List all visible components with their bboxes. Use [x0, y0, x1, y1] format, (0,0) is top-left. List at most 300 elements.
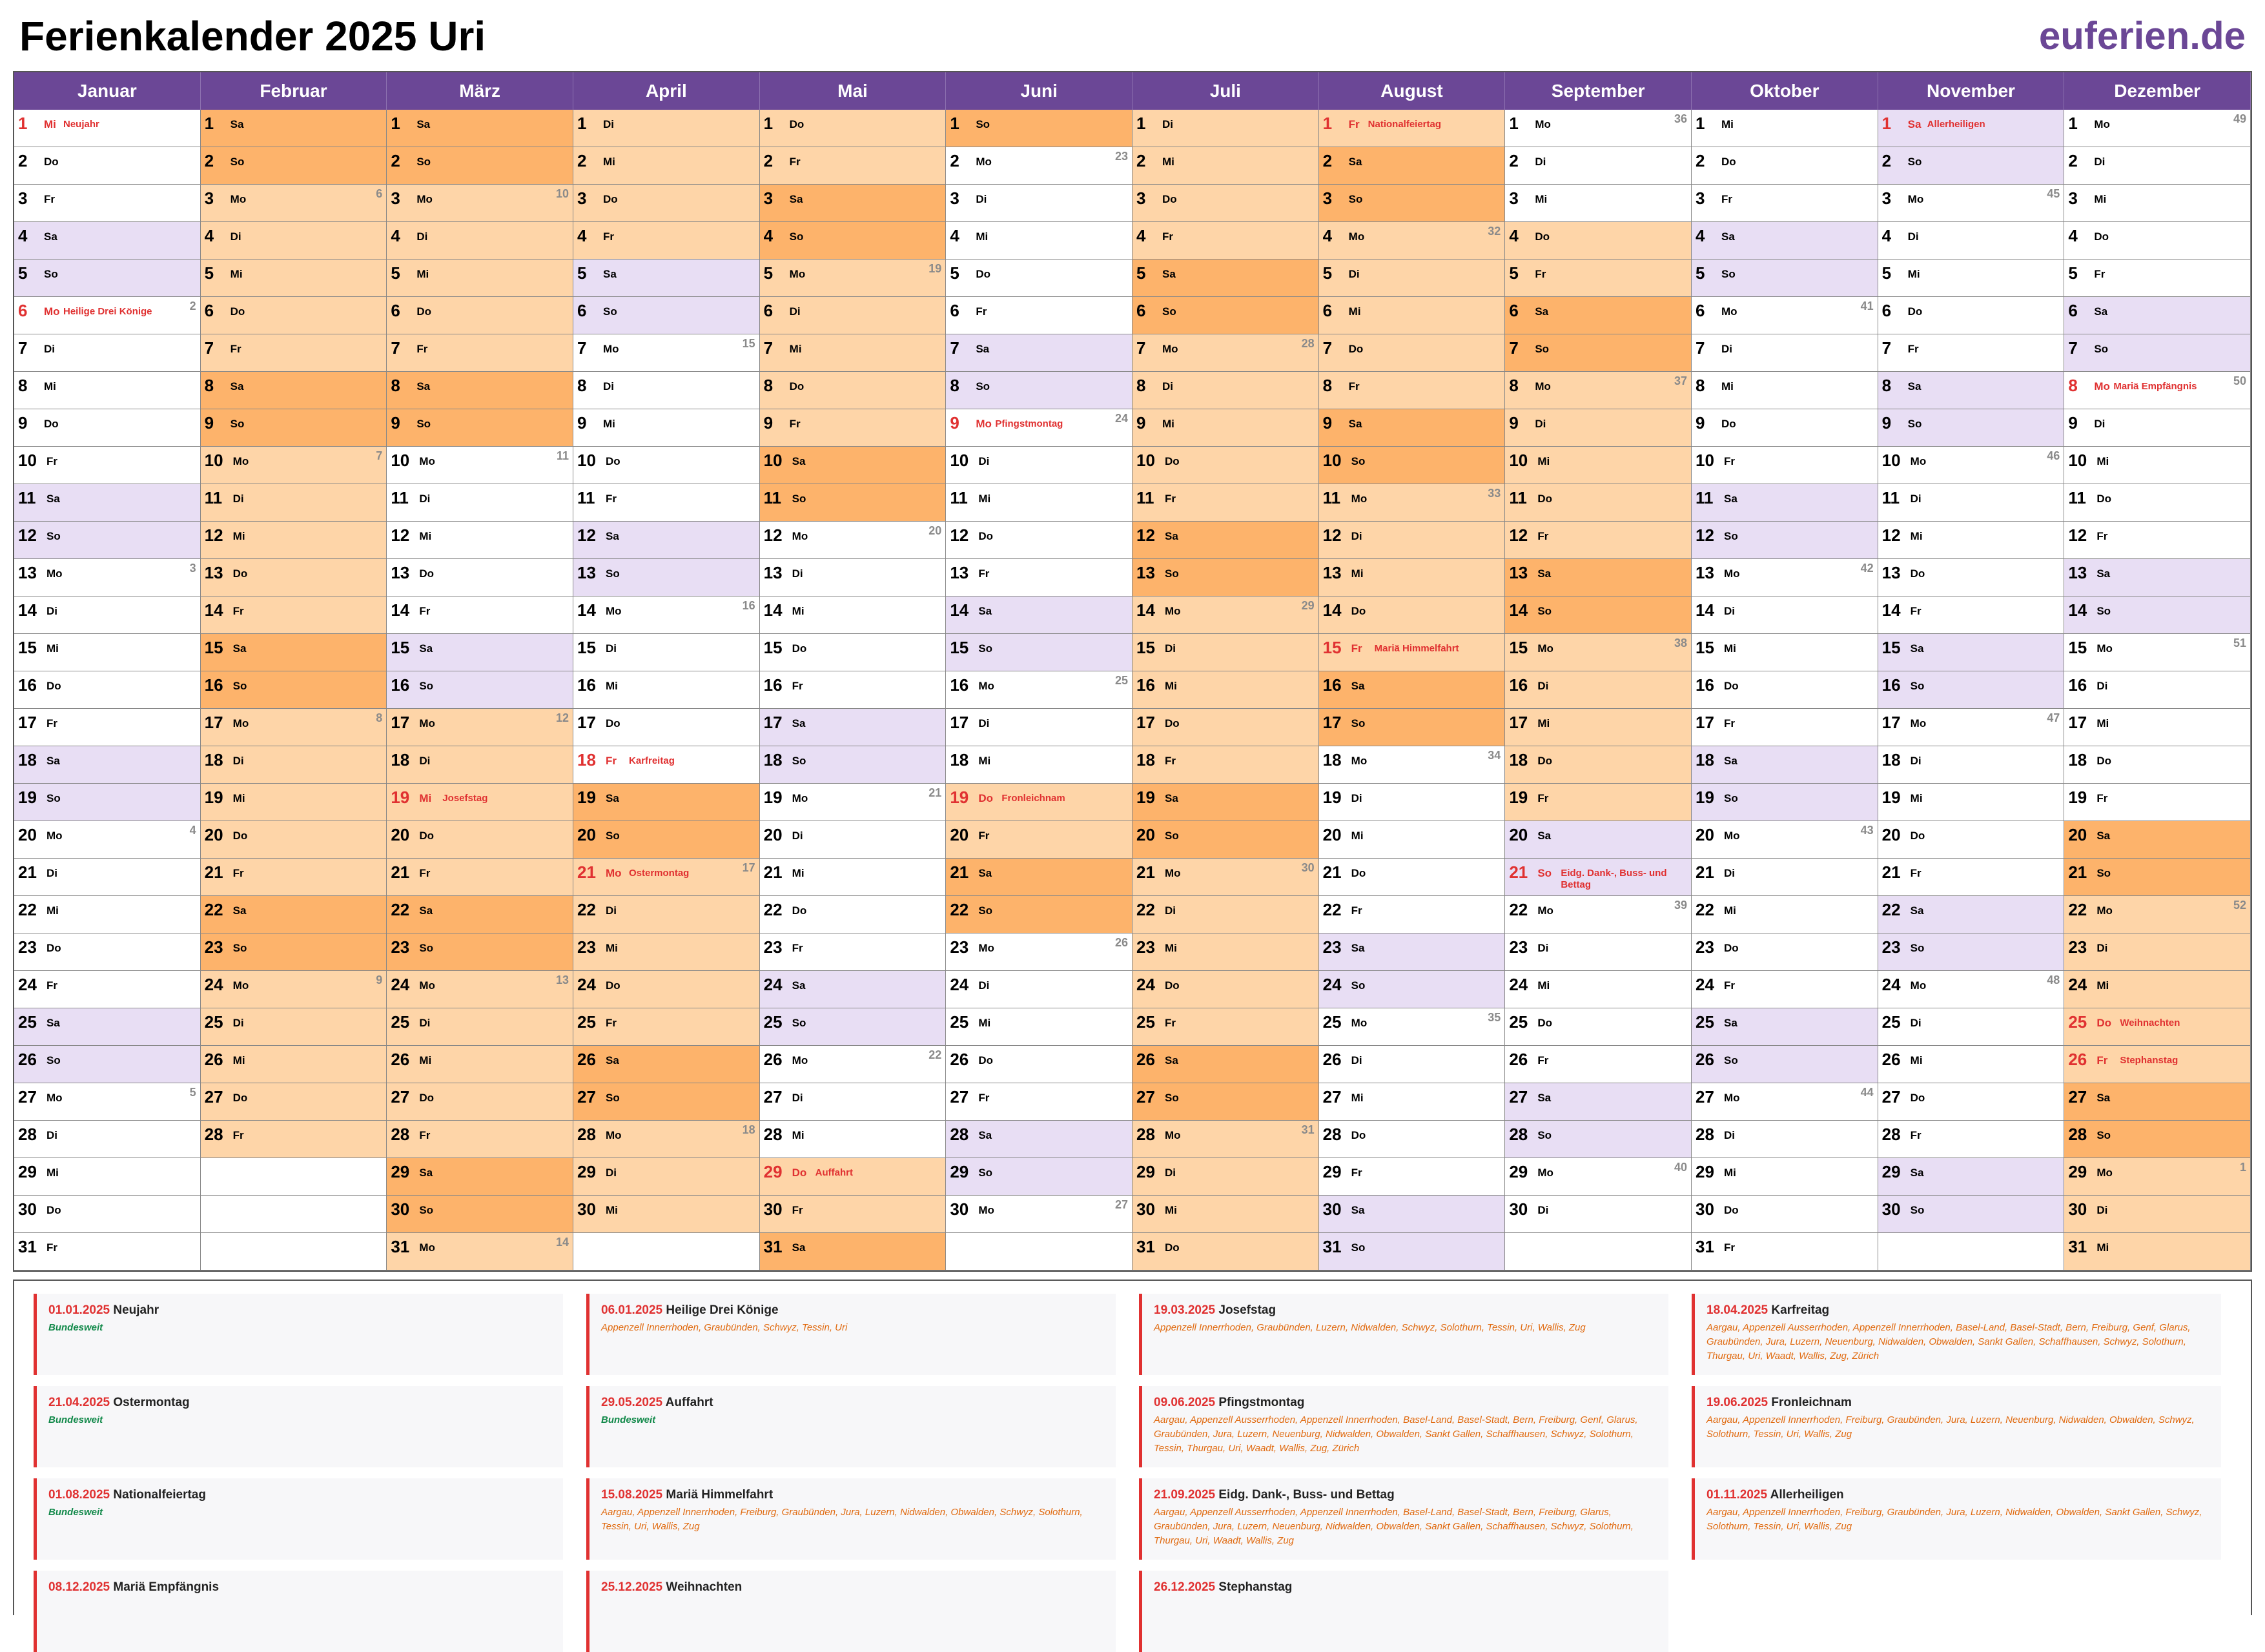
day-cell[interactable] [201, 859, 387, 896]
day-cell[interactable] [760, 334, 947, 372]
day-cell[interactable] [946, 110, 1132, 147]
day-cell[interactable] [387, 671, 573, 709]
day-cell[interactable] [573, 297, 760, 334]
day-cell[interactable] [14, 859, 201, 896]
day-cell[interactable] [946, 634, 1132, 671]
day-cell[interactable] [1319, 110, 1506, 147]
day-cell[interactable] [201, 147, 387, 185]
day-cell[interactable] [14, 484, 201, 522]
day-cell[interactable] [1319, 1196, 1506, 1233]
day-cell[interactable] [14, 1121, 201, 1158]
day-cell[interactable] [387, 147, 573, 185]
day-cell[interactable] [1505, 447, 1692, 484]
day-cell[interactable] [1132, 1008, 1319, 1046]
day-cell[interactable] [760, 110, 947, 147]
day-cell[interactable] [14, 1233, 201, 1270]
day-cell[interactable] [1132, 447, 1319, 484]
day-cell[interactable] [1505, 1196, 1692, 1233]
day-cell[interactable] [1878, 559, 2065, 597]
day-cell[interactable] [1132, 334, 1319, 372]
day-cell[interactable] [573, 222, 760, 260]
day-cell[interactable] [760, 147, 947, 185]
day-cell[interactable] [946, 297, 1132, 334]
day-cell[interactable] [1692, 297, 1878, 334]
day-cell[interactable] [1319, 933, 1506, 971]
day-cell[interactable] [1878, 1121, 2065, 1158]
day-cell[interactable] [946, 522, 1132, 559]
day-cell[interactable] [14, 147, 201, 185]
day-cell[interactable] [1505, 1083, 1692, 1121]
day-cell[interactable] [387, 484, 573, 522]
day-cell[interactable] [1878, 409, 2065, 447]
day-cell[interactable] [760, 784, 947, 821]
day-cell[interactable] [1132, 709, 1319, 746]
day-cell[interactable] [1505, 971, 1692, 1008]
day-cell[interactable] [573, 185, 760, 222]
day-cell[interactable] [1505, 147, 1692, 185]
day-cell[interactable] [1692, 597, 1878, 634]
day-cell[interactable] [2064, 334, 2251, 372]
day-cell[interactable] [1319, 784, 1506, 821]
day-cell[interactable] [760, 821, 947, 859]
day-cell[interactable] [387, 334, 573, 372]
day-cell[interactable] [946, 821, 1132, 859]
day-cell[interactable] [387, 933, 573, 971]
day-cell[interactable] [2064, 222, 2251, 260]
day-cell[interactable] [387, 821, 573, 859]
day-cell[interactable] [1692, 334, 1878, 372]
day-cell[interactable] [2064, 634, 2251, 671]
day-cell[interactable] [946, 597, 1132, 634]
day-cell[interactable] [1692, 484, 1878, 522]
day-cell[interactable] [201, 409, 387, 447]
day-cell[interactable] [1878, 1008, 2065, 1046]
day-cell[interactable] [573, 1121, 760, 1158]
day-cell[interactable] [760, 185, 947, 222]
day-cell[interactable] [946, 933, 1132, 971]
day-cell[interactable] [387, 372, 573, 409]
day-cell[interactable] [201, 784, 387, 821]
day-cell[interactable] [387, 222, 573, 260]
day-cell[interactable] [387, 784, 573, 821]
day-cell[interactable] [387, 447, 573, 484]
day-cell[interactable] [1878, 522, 2065, 559]
day-cell[interactable] [1132, 522, 1319, 559]
day-cell[interactable] [1319, 896, 1506, 933]
day-cell[interactable] [387, 559, 573, 597]
day-cell[interactable] [1505, 821, 1692, 859]
day-cell[interactable] [201, 746, 387, 784]
brand-logo[interactable]: euferien.de [2038, 14, 2246, 57]
day-cell[interactable] [1878, 859, 2065, 896]
day-cell[interactable] [1319, 297, 1506, 334]
day-cell[interactable] [1878, 185, 2065, 222]
day-cell[interactable] [946, 447, 1132, 484]
day-cell[interactable] [14, 334, 201, 372]
day-cell[interactable] [1319, 671, 1506, 709]
day-cell[interactable] [14, 821, 201, 859]
day-cell[interactable] [201, 110, 387, 147]
day-cell[interactable] [946, 784, 1132, 821]
day-cell[interactable] [387, 597, 573, 634]
day-cell[interactable] [1692, 110, 1878, 147]
day-cell[interactable] [946, 185, 1132, 222]
day-cell[interactable] [573, 110, 760, 147]
day-cell[interactable] [1692, 671, 1878, 709]
day-cell[interactable] [1319, 597, 1506, 634]
day-cell[interactable] [573, 821, 760, 859]
day-cell[interactable] [1692, 933, 1878, 971]
day-cell[interactable] [573, 784, 760, 821]
day-cell[interactable] [1878, 147, 2065, 185]
day-cell[interactable] [760, 409, 947, 447]
day-cell[interactable] [760, 1233, 947, 1270]
day-cell[interactable] [1505, 297, 1692, 334]
day-cell[interactable] [2064, 372, 2251, 409]
day-cell[interactable] [201, 484, 387, 522]
day-cell[interactable] [201, 297, 387, 334]
day-cell[interactable] [201, 896, 387, 933]
day-cell[interactable] [1132, 671, 1319, 709]
day-cell[interactable] [1692, 634, 1878, 671]
day-cell[interactable] [1319, 222, 1506, 260]
day-cell[interactable] [1505, 522, 1692, 559]
day-cell[interactable] [1132, 1083, 1319, 1121]
day-cell[interactable] [1692, 372, 1878, 409]
day-cell[interactable] [2064, 1196, 2251, 1233]
day-cell[interactable] [573, 709, 760, 746]
day-cell[interactable] [1692, 1083, 1878, 1121]
day-cell[interactable] [1132, 634, 1319, 671]
day-cell[interactable] [14, 297, 201, 334]
day-cell[interactable] [387, 297, 573, 334]
day-cell[interactable] [387, 185, 573, 222]
day-cell[interactable] [760, 597, 947, 634]
day-cell[interactable] [14, 409, 201, 447]
day-cell[interactable] [1132, 784, 1319, 821]
day-cell[interactable] [201, 185, 387, 222]
day-cell[interactable] [387, 1046, 573, 1083]
day-cell[interactable] [1878, 222, 2065, 260]
day-cell[interactable] [946, 896, 1132, 933]
day-cell[interactable] [1319, 634, 1506, 671]
day-cell[interactable] [946, 409, 1132, 447]
day-cell[interactable] [387, 1083, 573, 1121]
day-cell[interactable] [573, 1158, 760, 1196]
day-cell[interactable] [946, 147, 1132, 185]
day-cell[interactable] [760, 1158, 947, 1196]
day-cell[interactable] [1878, 784, 2065, 821]
day-cell[interactable] [1878, 1083, 2065, 1121]
day-cell[interactable] [387, 896, 573, 933]
day-cell[interactable] [573, 1083, 760, 1121]
day-cell[interactable] [573, 1046, 760, 1083]
day-cell[interactable] [946, 1008, 1132, 1046]
day-cell[interactable] [573, 671, 760, 709]
day-cell[interactable] [2064, 1158, 2251, 1196]
day-cell[interactable] [14, 260, 201, 297]
day-cell[interactable] [2064, 971, 2251, 1008]
day-cell[interactable] [760, 1083, 947, 1121]
day-cell[interactable] [1878, 671, 2065, 709]
day-cell[interactable] [1319, 859, 1506, 896]
day-cell[interactable] [1132, 1233, 1319, 1270]
day-cell[interactable] [1692, 260, 1878, 297]
day-cell[interactable] [573, 260, 760, 297]
day-cell[interactable] [1692, 1121, 1878, 1158]
day-cell[interactable] [14, 1046, 201, 1083]
day-cell[interactable] [2064, 260, 2251, 297]
day-cell[interactable] [1505, 1121, 1692, 1158]
day-cell[interactable] [573, 447, 760, 484]
day-cell[interactable] [1692, 1008, 1878, 1046]
day-cell[interactable] [1319, 971, 1506, 1008]
day-cell[interactable] [573, 859, 760, 896]
day-cell[interactable] [2064, 933, 2251, 971]
day-cell[interactable] [1505, 372, 1692, 409]
day-cell[interactable] [1319, 147, 1506, 185]
day-cell[interactable] [1319, 1233, 1506, 1270]
day-cell[interactable] [387, 1008, 573, 1046]
day-cell[interactable] [1505, 222, 1692, 260]
day-cell[interactable] [2064, 409, 2251, 447]
day-cell[interactable] [2064, 1121, 2251, 1158]
day-cell[interactable] [1319, 484, 1506, 522]
day-cell[interactable] [573, 409, 760, 447]
day-cell[interactable] [387, 1196, 573, 1233]
day-cell[interactable] [14, 522, 201, 559]
day-cell[interactable] [760, 1196, 947, 1233]
day-cell[interactable] [201, 671, 387, 709]
day-cell[interactable] [201, 260, 387, 297]
day-cell[interactable] [1319, 821, 1506, 859]
day-cell[interactable] [1692, 971, 1878, 1008]
day-cell[interactable] [1505, 559, 1692, 597]
day-cell[interactable] [760, 522, 947, 559]
day-cell[interactable] [201, 821, 387, 859]
day-cell[interactable] [1505, 784, 1692, 821]
day-cell[interactable] [2064, 784, 2251, 821]
day-cell[interactable] [201, 334, 387, 372]
day-cell[interactable] [946, 1083, 1132, 1121]
day-cell[interactable] [760, 634, 947, 671]
day-cell[interactable] [1692, 1233, 1878, 1270]
day-cell[interactable] [946, 1196, 1132, 1233]
day-cell[interactable] [946, 372, 1132, 409]
day-cell[interactable] [573, 971, 760, 1008]
day-cell[interactable] [1319, 1008, 1506, 1046]
day-cell[interactable] [1505, 746, 1692, 784]
day-cell[interactable] [946, 484, 1132, 522]
day-cell[interactable] [1132, 297, 1319, 334]
day-cell[interactable] [2064, 709, 2251, 746]
day-cell[interactable] [1132, 1158, 1319, 1196]
day-cell[interactable] [387, 1233, 573, 1270]
day-cell[interactable] [387, 971, 573, 1008]
day-cell[interactable] [1878, 746, 2065, 784]
day-cell[interactable] [1692, 147, 1878, 185]
day-cell[interactable] [1692, 522, 1878, 559]
day-cell[interactable] [1692, 1046, 1878, 1083]
day-cell[interactable] [1878, 709, 2065, 746]
day-cell[interactable] [760, 1046, 947, 1083]
day-cell[interactable] [14, 746, 201, 784]
day-cell[interactable] [14, 933, 201, 971]
day-cell[interactable] [1132, 222, 1319, 260]
day-cell[interactable] [2064, 1046, 2251, 1083]
day-cell[interactable] [14, 222, 201, 260]
day-cell[interactable] [946, 671, 1132, 709]
day-cell[interactable] [1505, 484, 1692, 522]
day-cell[interactable] [2064, 821, 2251, 859]
day-cell[interactable] [946, 334, 1132, 372]
day-cell[interactable] [1878, 1158, 2065, 1196]
day-cell[interactable] [1319, 746, 1506, 784]
day-cell[interactable] [201, 1083, 387, 1121]
day-cell[interactable] [946, 222, 1132, 260]
day-cell[interactable] [201, 447, 387, 484]
day-cell[interactable] [573, 1008, 760, 1046]
day-cell[interactable] [1319, 409, 1506, 447]
day-cell[interactable] [1878, 1046, 2065, 1083]
day-cell[interactable] [2064, 896, 2251, 933]
day-cell[interactable] [1132, 185, 1319, 222]
day-cell[interactable] [1878, 334, 2065, 372]
day-cell[interactable] [1878, 971, 2065, 1008]
day-cell[interactable] [387, 522, 573, 559]
day-cell[interactable] [573, 896, 760, 933]
day-cell[interactable] [14, 110, 201, 147]
day-cell[interactable] [1505, 110, 1692, 147]
day-cell[interactable] [1505, 409, 1692, 447]
day-cell[interactable] [760, 222, 947, 260]
day-cell[interactable] [1878, 447, 2065, 484]
day-cell[interactable] [1132, 1046, 1319, 1083]
day-cell[interactable] [2064, 110, 2251, 147]
day-cell[interactable] [1505, 709, 1692, 746]
day-cell[interactable] [201, 559, 387, 597]
day-cell[interactable] [760, 372, 947, 409]
day-cell[interactable] [946, 559, 1132, 597]
day-cell[interactable] [1505, 896, 1692, 933]
day-cell[interactable] [946, 709, 1132, 746]
day-cell[interactable] [1132, 260, 1319, 297]
day-cell[interactable] [2064, 1083, 2251, 1121]
day-cell[interactable] [201, 634, 387, 671]
day-cell[interactable] [1505, 1008, 1692, 1046]
day-cell[interactable] [2064, 185, 2251, 222]
day-cell[interactable] [14, 784, 201, 821]
day-cell[interactable] [1319, 447, 1506, 484]
day-cell[interactable] [1692, 746, 1878, 784]
day-cell[interactable] [14, 185, 201, 222]
day-cell[interactable] [2064, 859, 2251, 896]
day-cell[interactable] [14, 896, 201, 933]
day-cell[interactable] [1132, 597, 1319, 634]
day-cell[interactable] [201, 222, 387, 260]
day-cell[interactable] [1692, 709, 1878, 746]
day-cell[interactable] [760, 447, 947, 484]
day-cell[interactable] [1319, 522, 1506, 559]
day-cell[interactable] [1132, 147, 1319, 185]
day-cell[interactable] [573, 147, 760, 185]
day-cell[interactable] [14, 597, 201, 634]
day-cell[interactable] [14, 709, 201, 746]
day-cell[interactable] [760, 484, 947, 522]
day-cell[interactable] [1319, 1083, 1506, 1121]
day-cell[interactable] [2064, 746, 2251, 784]
day-cell[interactable] [760, 671, 947, 709]
day-cell[interactable] [14, 559, 201, 597]
day-cell[interactable] [760, 260, 947, 297]
day-cell[interactable] [2064, 1233, 2251, 1270]
day-cell[interactable] [2064, 597, 2251, 634]
day-cell[interactable] [1505, 185, 1692, 222]
day-cell[interactable] [201, 971, 387, 1008]
day-cell[interactable] [1132, 484, 1319, 522]
day-cell[interactable] [573, 372, 760, 409]
day-cell[interactable] [760, 1121, 947, 1158]
day-cell[interactable] [1692, 185, 1878, 222]
day-cell[interactable] [14, 634, 201, 671]
day-cell[interactable] [1878, 597, 2065, 634]
day-cell[interactable] [1132, 1121, 1319, 1158]
day-cell[interactable] [1692, 409, 1878, 447]
day-cell[interactable] [1878, 634, 2065, 671]
day-cell[interactable] [1319, 334, 1506, 372]
day-cell[interactable] [1319, 1158, 1506, 1196]
day-cell[interactable] [1505, 597, 1692, 634]
day-cell[interactable] [1319, 260, 1506, 297]
day-cell[interactable] [1692, 1158, 1878, 1196]
day-cell[interactable] [946, 1158, 1132, 1196]
day-cell[interactable] [1505, 334, 1692, 372]
day-cell[interactable] [201, 597, 387, 634]
day-cell[interactable] [1878, 484, 2065, 522]
day-cell[interactable] [1878, 110, 2065, 147]
day-cell[interactable] [573, 1196, 760, 1233]
day-cell[interactable] [1319, 185, 1506, 222]
day-cell[interactable] [1878, 297, 2065, 334]
day-cell[interactable] [1878, 933, 2065, 971]
day-cell[interactable] [1878, 1196, 2065, 1233]
day-cell[interactable] [1132, 1196, 1319, 1233]
day-cell[interactable] [1132, 559, 1319, 597]
day-cell[interactable] [14, 372, 201, 409]
day-cell[interactable] [387, 746, 573, 784]
day-cell[interactable] [946, 746, 1132, 784]
day-cell[interactable] [1505, 671, 1692, 709]
day-cell[interactable] [760, 859, 947, 896]
day-cell[interactable] [1132, 971, 1319, 1008]
day-cell[interactable] [1132, 896, 1319, 933]
day-cell[interactable] [1132, 372, 1319, 409]
day-cell[interactable] [387, 110, 573, 147]
day-cell[interactable] [946, 1046, 1132, 1083]
day-cell[interactable] [573, 484, 760, 522]
day-cell[interactable] [1505, 634, 1692, 671]
day-cell[interactable] [201, 1121, 387, 1158]
day-cell[interactable] [1692, 1196, 1878, 1233]
day-cell[interactable] [201, 1046, 387, 1083]
day-cell[interactable] [1692, 447, 1878, 484]
day-cell[interactable] [1878, 821, 2065, 859]
day-cell[interactable] [2064, 147, 2251, 185]
day-cell[interactable] [1692, 784, 1878, 821]
day-cell[interactable] [1132, 746, 1319, 784]
day-cell[interactable] [573, 559, 760, 597]
day-cell[interactable] [1319, 1046, 1506, 1083]
